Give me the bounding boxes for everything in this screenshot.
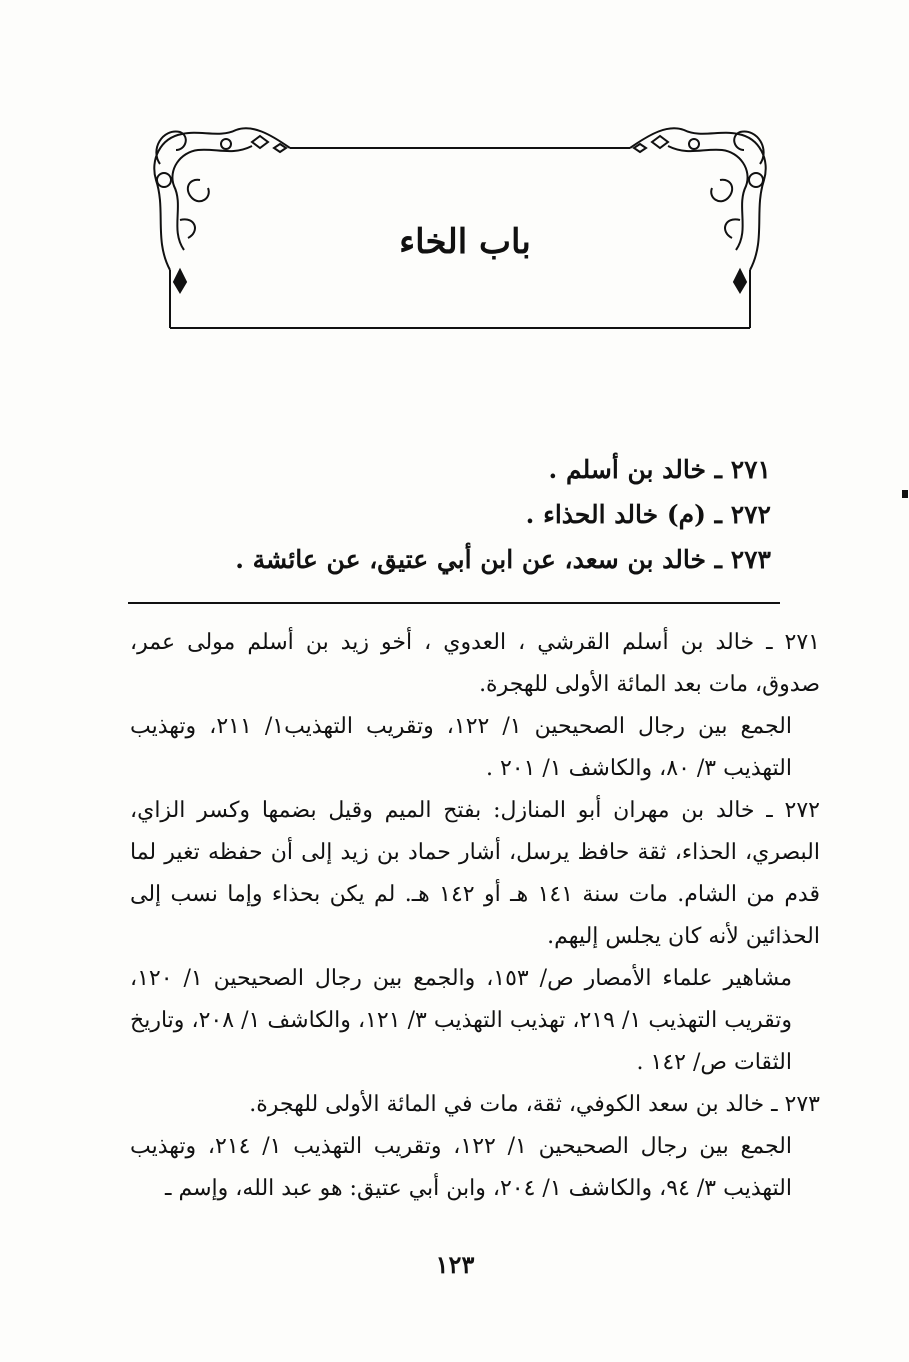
chapter-title: باب الخاء	[399, 222, 531, 262]
footnote-272-sources: مشاهير علماء الأمصار ص/ ١٥٣، والجمع بين رجال الصحيحين ١/ ١٢٠، وتقريب التهذيب ١/ ٢١٩، تهذيب التهذيب ٣/ ١٢١، والكاشف ١/ ٢٠٨، وتاريخ الثقات ص/ ١٤٢ .	[130, 966, 793, 1075]
footnote-273-sources: الجمع بين رجال الصحيحين ١/ ١٢٢، وتقريب التهذيب ١/ ٢١٤، وتهذيب التهذيب ٣/ ٩٤، والكاشف ١/ ٢٠٤، وابن أبي عتيق: هو عبد الله، وإسم ـ	[130, 1134, 792, 1201]
entry-271: ٢٧١ ـ خالد بن أسلم .	[548, 455, 771, 484]
footnote-271: ٢٧١ ـ خالد بن أسلم القرشي ، العدوي ، أخو زيد بن أسلم مولى عمر، صدوق، مات بعد المائة الأولى للهجرة.	[130, 630, 820, 697]
footnote-273: ٢٧٣ ـ خالد بن سعد الكوفي، ثقة، مات في المائة الأولى للهجرة.	[249, 1092, 820, 1117]
footnote-272: ٢٧٢ ـ خالد بن مهران أبو المنازل: بفتح الميم وقيل بضمها وكسر الزاي، البصري، الحذاء، ثقة حافظ يرسل، أشار حماد بن زيد إلى أن حفظه تغير لما قدم من الشام. مات سنة ١٤١ هـ أو ١٤٢ هـ. لم يكن بحذاء وإما نسب إلى الحذائين لأنه كان يجلس إليهم.	[130, 798, 821, 949]
entry-272: ٢٧٢ ـ (م) خالد الحذاء .	[525, 500, 771, 529]
footnote-271-sources: الجمع بين رجال الصحيحين ١/ ١٢٢، وتقريب التهذيب١/ ٢١١، وتهذيب التهذيب ٣/ ٨٠، والكاشف ١/ ٢٠١ .	[130, 714, 792, 781]
margin-mark	[902, 490, 908, 498]
entry-273: ٢٧٣ ـ خالد بن سعد، عن ابن أبي عتيق، عن عائشة .	[235, 545, 771, 574]
footnotes	[130, 622, 820, 1210]
footnote-divider	[128, 602, 780, 604]
main-entries	[131, 447, 771, 582]
page-number: ١٢٣	[435, 1250, 475, 1279]
